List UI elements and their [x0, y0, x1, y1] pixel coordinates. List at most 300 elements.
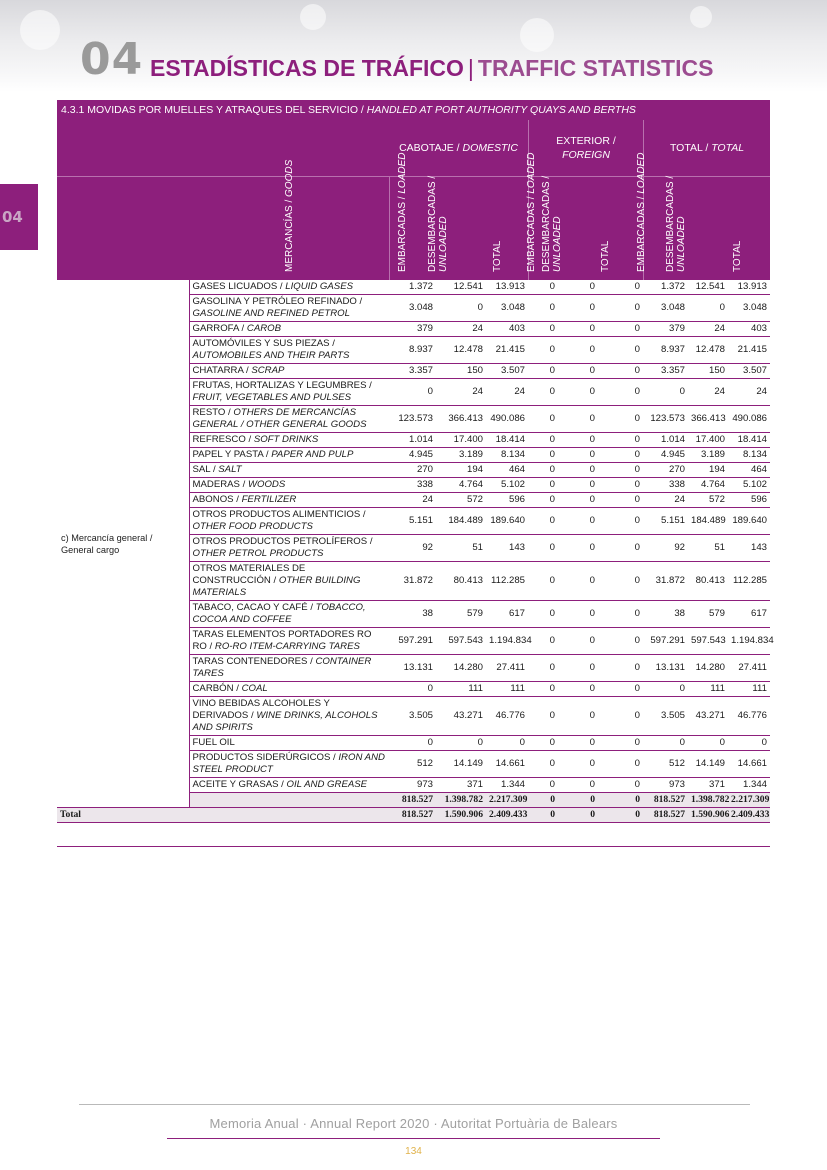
table-cell: 1.344 [728, 778, 770, 793]
table-cell: 150 [688, 364, 728, 379]
table-cell: 617 [486, 601, 528, 628]
table-cell: 0 [598, 778, 643, 793]
table-cell: 0 [436, 295, 486, 322]
table-cell: 617 [728, 601, 770, 628]
table-cell: 0 [528, 406, 558, 433]
total-cell: 0 [598, 808, 643, 823]
goods-name-es: TARAS ELEMENTOS PORTADORES RO RO / [192, 629, 372, 652]
table-cell: 51 [436, 535, 486, 562]
goods-name-en: OTHERS DE MERCANCÍAS GENERAL / OTHER GENERAL GOODS [192, 407, 367, 430]
goods-name-en: PAPER AND PULP [271, 449, 354, 460]
group-exterior: EXTERIOR / FOREIGN [528, 120, 643, 176]
subtotal-cell: 0 [528, 793, 558, 808]
title-separator: | [467, 55, 474, 81]
table-cell: 13.131 [643, 655, 688, 682]
table-cell: 0 [528, 448, 558, 463]
table-cell: 143 [728, 535, 770, 562]
table-cell: 1.014 [643, 433, 688, 448]
goods-name [189, 493, 389, 508]
goods-name [189, 364, 389, 379]
table-cell: 14.661 [728, 751, 770, 778]
table-cell: 143 [486, 535, 528, 562]
table-cell: 0 [598, 433, 643, 448]
table-cell: 0 [598, 295, 643, 322]
goods-name [189, 601, 389, 628]
col-header-goods: MERCANCÍAS / GOODS [284, 159, 295, 272]
table-cell: 596 [728, 493, 770, 508]
table-cell: 1.194.834 [728, 628, 770, 655]
table-cell: 12.478 [436, 337, 486, 364]
table-cell: 12.478 [688, 337, 728, 364]
table-cell: 189.640 [728, 508, 770, 535]
total-row [57, 808, 770, 823]
table-cell: 338 [389, 478, 436, 493]
table-cell: 0 [528, 562, 558, 601]
table-cell: 123.573 [389, 406, 436, 433]
table-cell: 0 [598, 508, 643, 535]
table-cell: 111 [688, 682, 728, 697]
goods-name [189, 478, 389, 493]
table-cell: 14.280 [436, 655, 486, 682]
table-cell: 0 [528, 337, 558, 364]
table-cell: 24 [436, 322, 486, 337]
table-cell: 0 [528, 364, 558, 379]
table-cell: 0 [528, 535, 558, 562]
table-cell: 1.014 [389, 433, 436, 448]
subtotal-cell: 818.527 [643, 793, 688, 808]
table-cell: 3.507 [486, 364, 528, 379]
table-cell: 12.541 [436, 280, 486, 295]
table-cell: 0 [389, 736, 436, 751]
goods-name [189, 463, 389, 478]
table-cell: 0 [558, 508, 598, 535]
goods-name [189, 433, 389, 448]
table-cell: 194 [436, 463, 486, 478]
table-cell: 0 [643, 379, 688, 406]
goods-name [189, 562, 389, 601]
table-cell: 18.414 [728, 433, 770, 448]
chapter-number: 04 [80, 34, 144, 85]
goods-name-en: CONTAINER TARES [192, 656, 372, 679]
table-cell: 0 [598, 322, 643, 337]
goods-name-es: GASES LICUADOS / [192, 281, 283, 292]
goods-name-es: FUEL OIL [192, 737, 235, 748]
table-cell: 0 [598, 751, 643, 778]
table-cell: 403 [486, 322, 528, 337]
subtotal-cell: 0 [558, 793, 598, 808]
table-cell: 0 [558, 655, 598, 682]
col-header-tot-loaded: EMBARCADAS / LOADED [636, 152, 647, 272]
goods-name-en: SCRAP [251, 365, 285, 376]
table-bottom-rule [57, 823, 770, 847]
table-cell: 366.413 [688, 406, 728, 433]
table-cell: 572 [436, 493, 486, 508]
table-cell: 0 [558, 433, 598, 448]
table-cell: 43.271 [436, 697, 486, 736]
table-cell: 5.102 [486, 478, 528, 493]
table-cell: 4.945 [389, 448, 436, 463]
table-header [57, 120, 770, 280]
table-cell: 46.776 [486, 697, 528, 736]
table-cell: 111 [436, 682, 486, 697]
table-cell: 3.357 [389, 364, 436, 379]
table-cell: 24 [688, 379, 728, 406]
table-cell: 0 [558, 682, 598, 697]
subtotal-cell: 2.217.309 [486, 793, 528, 808]
table-cell: 0 [598, 337, 643, 364]
table-cell: 0 [643, 682, 688, 697]
col-header-cab-total: TOTAL [492, 240, 503, 272]
table-cell: 1.194.834 [486, 628, 528, 655]
goods-name-en: CAROB [246, 323, 282, 334]
table-cell: 18.414 [486, 433, 528, 448]
table-cell: 0 [528, 295, 558, 322]
table-cell: 13.131 [389, 655, 436, 682]
goods-name [189, 655, 389, 682]
table-cell: 0 [598, 562, 643, 601]
goods-name [189, 751, 389, 778]
table-cell: 1.372 [643, 280, 688, 295]
table-cell: 0 [598, 463, 643, 478]
table-cell: 3.505 [643, 697, 688, 736]
table-cell: 3.048 [643, 295, 688, 322]
goods-name-es: TARAS CONTENEDORES / [192, 656, 313, 667]
goods-name-es: CHATARRA / [192, 365, 249, 376]
table-cell: 0 [598, 697, 643, 736]
goods-name-es: TABACO, CACAO Y CAFÉ / [192, 602, 313, 613]
goods-name-en: OIL AND GREASE [286, 779, 368, 790]
goods-name [189, 697, 389, 736]
table-cell: 0 [558, 751, 598, 778]
table-cell: 0 [598, 280, 643, 295]
table-cell: 3.048 [486, 295, 528, 322]
table-cell: 4.764 [688, 478, 728, 493]
table-cell: 3.507 [728, 364, 770, 379]
goods-name [189, 535, 389, 562]
table-cell: 3.048 [389, 295, 436, 322]
table-cell: 0 [558, 322, 598, 337]
table-cell: 0 [728, 736, 770, 751]
table-cell: 464 [486, 463, 528, 478]
total-cell: 818.527 [643, 808, 688, 823]
table-cell: 17.400 [436, 433, 486, 448]
table-cell: 0 [598, 478, 643, 493]
page-title [150, 54, 713, 82]
col-header-ext-total: TOTAL [600, 240, 611, 272]
table-cell: 0 [598, 364, 643, 379]
goods-name [189, 379, 389, 406]
table-cell: 80.413 [436, 562, 486, 601]
goods-name-es: SAL / [192, 464, 216, 475]
subtotal-cell: 1.398.782 [688, 793, 728, 808]
table-cell: 973 [389, 778, 436, 793]
table-cell: 403 [728, 322, 770, 337]
goods-name-es: VINO BEBIDAS ALCOHOLES Y DERIVADOS / [192, 698, 330, 721]
table-cell: 0 [528, 682, 558, 697]
total-cell: 818.527 [389, 808, 436, 823]
subtotal-label [189, 793, 389, 808]
table-cell: 0 [486, 736, 528, 751]
total-cell: 2.409.433 [486, 808, 528, 823]
table-cell: 371 [436, 778, 486, 793]
table-cell: 24 [643, 493, 688, 508]
table-cell: 0 [436, 736, 486, 751]
table-cell: 17.400 [688, 433, 728, 448]
goods-name-es: ACEITE Y GRASAS / [192, 779, 284, 790]
goods-name-en: AUTOMOBILES AND THEIR PARTS [192, 350, 350, 361]
table-cell: 0 [643, 736, 688, 751]
table-cell: 0 [528, 493, 558, 508]
total-label: Total [57, 808, 389, 823]
table-cell: 14.661 [486, 751, 528, 778]
table-cell: 92 [643, 535, 688, 562]
table-cell: 21.415 [728, 337, 770, 364]
table-cell: 194 [688, 463, 728, 478]
table-title [57, 100, 770, 120]
table-cell: 0 [598, 448, 643, 463]
table-cell: 5.102 [728, 478, 770, 493]
table-cell: 512 [389, 751, 436, 778]
table-cell: 13.913 [486, 280, 528, 295]
table-cell: 12.541 [688, 280, 728, 295]
goods-name-es: AUTOMÓVILES Y SUS PIEZAS / [192, 338, 335, 349]
goods-name-es: REFRESCO / [192, 434, 252, 445]
goods-name [189, 508, 389, 535]
table-cell: 0 [558, 562, 598, 601]
table-cell: 123.573 [643, 406, 688, 433]
goods-name [189, 322, 389, 337]
table-cell: 24 [389, 493, 436, 508]
table-cell: 0 [558, 628, 598, 655]
chapter-side-tab[interactable]: 04 [0, 184, 38, 250]
table-cell: 0 [558, 493, 598, 508]
goods-name [189, 295, 389, 322]
table-cell: 27.411 [728, 655, 770, 682]
goods-name-en: TOBACCO, COCOA AND COFFEE [192, 602, 366, 625]
table-cell: 0 [598, 628, 643, 655]
goods-name-en: IRON AND STEEL PRODUCT [192, 752, 385, 775]
table-cell: 27.411 [486, 655, 528, 682]
table-cell: 24 [486, 379, 528, 406]
table-cell: 0 [558, 478, 598, 493]
goods-name [189, 337, 389, 364]
table-cell: 4.945 [643, 448, 688, 463]
table-cell: 0 [688, 295, 728, 322]
table-cell: 8.937 [389, 337, 436, 364]
goods-name-en: GASOLINE AND REFINED PETROL [192, 308, 350, 319]
table-cell: 0 [598, 493, 643, 508]
footer-text: Memoria Anual · Annual Report 2020 · Autoritat Portuària de Balears [209, 1116, 618, 1131]
table-cell: 0 [598, 682, 643, 697]
goods-name-es: MADERAS / [192, 479, 246, 490]
table-cell: 0 [558, 379, 598, 406]
table-cell: 464 [728, 463, 770, 478]
category-label: c) Mercancía general / General cargo [61, 532, 153, 555]
table-cell: 1.344 [486, 778, 528, 793]
table-cell: 572 [688, 493, 728, 508]
table-row [57, 280, 770, 295]
table-cell: 0 [558, 535, 598, 562]
table-cell: 597.291 [643, 628, 688, 655]
table-cell: 1.372 [389, 280, 436, 295]
table-cell: 8.134 [728, 448, 770, 463]
table-cell: 0 [528, 433, 558, 448]
goods-name-en: SOFT DRINKS [253, 434, 319, 445]
total-cell: 1.590.906 [436, 808, 486, 823]
table-cell: 0 [528, 463, 558, 478]
table-cell: 512 [643, 751, 688, 778]
table-cell: 14.280 [688, 655, 728, 682]
table-cell: 24 [688, 322, 728, 337]
goods-name-es: PAPEL Y PASTA / [192, 449, 269, 460]
table-cell: 5.151 [643, 508, 688, 535]
goods-name-en: OTHER BUILDING MATERIALS [192, 575, 361, 598]
goods-name-es: RESTO / [192, 407, 231, 418]
goods-name-es: CARBÓN / [192, 683, 239, 694]
goods-name [189, 406, 389, 433]
table-cell: 0 [389, 682, 436, 697]
subtotal-cell: 0 [598, 793, 643, 808]
table-cell: 0 [558, 448, 598, 463]
subtotal-cell: 2.217.309 [728, 793, 770, 808]
table-cell: 0 [558, 736, 598, 751]
table-cell: 596 [486, 493, 528, 508]
table-cell: 0 [558, 364, 598, 379]
col-header-cab-loaded: EMBARCADAS / LOADED [397, 152, 408, 272]
goods-name-es: OTROS PRODUCTOS ALIMENTICIOS / [192, 509, 366, 520]
goods-name [189, 682, 389, 697]
goods-name [189, 778, 389, 793]
col-header-ext-loaded: EMBARCADAS / LOADED [526, 152, 537, 272]
table-cell: 38 [389, 601, 436, 628]
table-cell: 0 [528, 751, 558, 778]
table-cell: 112.285 [728, 562, 770, 601]
table-cell: 270 [389, 463, 436, 478]
subtotal-cell: 818.527 [389, 793, 436, 808]
table-cell: 111 [728, 682, 770, 697]
table-cell: 3.357 [643, 364, 688, 379]
table-cell: 8.937 [643, 337, 688, 364]
table-cell: 80.413 [688, 562, 728, 601]
table-cell: 111 [486, 682, 528, 697]
table-cell: 0 [558, 778, 598, 793]
goods-name-es: GARROFA / [192, 323, 245, 334]
page-number: 134 [405, 1146, 422, 1157]
col-header-cab-unloaded: DESEMBARCADAS / UNLOADED [427, 175, 449, 272]
traffic-table [57, 100, 774, 847]
table-cell: 0 [558, 295, 598, 322]
table-cell: 0 [528, 280, 558, 295]
goods-name-en: FERTILIZER [241, 494, 297, 505]
table-cell: 371 [688, 778, 728, 793]
goods-name-en: WOODS [247, 479, 286, 490]
table-cell: 3.189 [688, 448, 728, 463]
table-cell: 8.134 [486, 448, 528, 463]
goods-name [189, 280, 389, 295]
table-cell: 112.285 [486, 562, 528, 601]
table-cell: 184.489 [688, 508, 728, 535]
table-cell: 14.149 [688, 751, 728, 778]
table-cell: 189.640 [486, 508, 528, 535]
goods-name-en: LIQUID GASES [285, 281, 353, 292]
goods-name-es: OTROS PRODUCTOS PETROLÍFEROS / [192, 536, 373, 547]
table-cell: 38 [643, 601, 688, 628]
total-cell: 0 [558, 808, 598, 823]
group-total: TOTAL / TOTAL [643, 120, 770, 176]
total-cell: 2.409.433 [728, 808, 770, 823]
table-cell: 0 [389, 379, 436, 406]
table-cell: 0 [528, 697, 558, 736]
goods-name-en: OTHER PETROL PRODUCTS [192, 548, 324, 559]
table-cell: 0 [598, 406, 643, 433]
table-title-es: 4.3.1 MOVIDAS POR MUELLES Y ATRAQUES DEL SERVICIO / [61, 104, 364, 116]
table-cell: 490.086 [486, 406, 528, 433]
total-cell: 0 [528, 808, 558, 823]
table-cell: 338 [643, 478, 688, 493]
table-cell: 0 [598, 655, 643, 682]
table-cell: 24 [728, 379, 770, 406]
table-cell: 0 [528, 379, 558, 406]
table-cell: 92 [389, 535, 436, 562]
table-cell: 0 [558, 601, 598, 628]
goods-name-es: PRODUCTOS SIDERÚRGICOS / [192, 752, 336, 763]
goods-name-en: OTHER FOOD PRODUCTS [192, 521, 313, 532]
goods-name-en: COAL [241, 683, 268, 694]
total-cell: 1.590.906 [688, 808, 728, 823]
table-cell: 973 [643, 778, 688, 793]
table-cell: 270 [643, 463, 688, 478]
table-cell: 184.489 [436, 508, 486, 535]
table-cell: 0 [598, 736, 643, 751]
goods-name-es: ABONOS / [192, 494, 239, 505]
table-cell: 597.543 [436, 628, 486, 655]
table-cell: 3.048 [728, 295, 770, 322]
table-cell: 379 [643, 322, 688, 337]
col-header-tot-unloaded: DESEMBARCADAS / UNLOADED [665, 175, 687, 272]
goods-name-en: RO-RO ITEM-CARRYING TARES [214, 641, 360, 652]
group-cabotaje: CABOTAJE / DOMESTIC [399, 142, 518, 154]
table-cell: 24 [436, 379, 486, 406]
table-cell: 0 [558, 280, 598, 295]
goods-name-en: FRUIT, VEGETABLES AND PULSES [192, 392, 352, 403]
table-cell: 3.189 [436, 448, 486, 463]
table-cell: 597.543 [688, 628, 728, 655]
goods-name-es: FRUTAS, HORTALIZAS Y LEGUMBRES / [192, 380, 372, 391]
table-cell: 0 [528, 778, 558, 793]
goods-name-es: GASOLINA Y PETRÓLEO REFINADO / [192, 296, 363, 307]
table-cell: 0 [598, 535, 643, 562]
col-header-ext-unloaded: DESEMBARCADAS / UNLOADED [541, 175, 563, 272]
table-cell: 0 [528, 322, 558, 337]
goods-name-en: WINE DRINKS, ALCOHOLS AND SPIRITS [192, 710, 378, 733]
table-cell: 0 [528, 655, 558, 682]
title-en: TRAFFIC STATISTICS [477, 55, 714, 81]
table-cell: 150 [436, 364, 486, 379]
table-cell: 4.764 [436, 478, 486, 493]
table-cell: 0 [558, 697, 598, 736]
table-cell: 31.872 [389, 562, 436, 601]
table-cell: 14.149 [436, 751, 486, 778]
table-cell: 0 [688, 736, 728, 751]
goods-name [189, 736, 389, 751]
table-cell: 0 [558, 406, 598, 433]
table-cell: 379 [389, 322, 436, 337]
table-cell: 13.913 [728, 280, 770, 295]
table-cell: 5.151 [389, 508, 436, 535]
table-cell: 0 [528, 508, 558, 535]
table-cell: 43.271 [688, 697, 728, 736]
goods-name [189, 628, 389, 655]
